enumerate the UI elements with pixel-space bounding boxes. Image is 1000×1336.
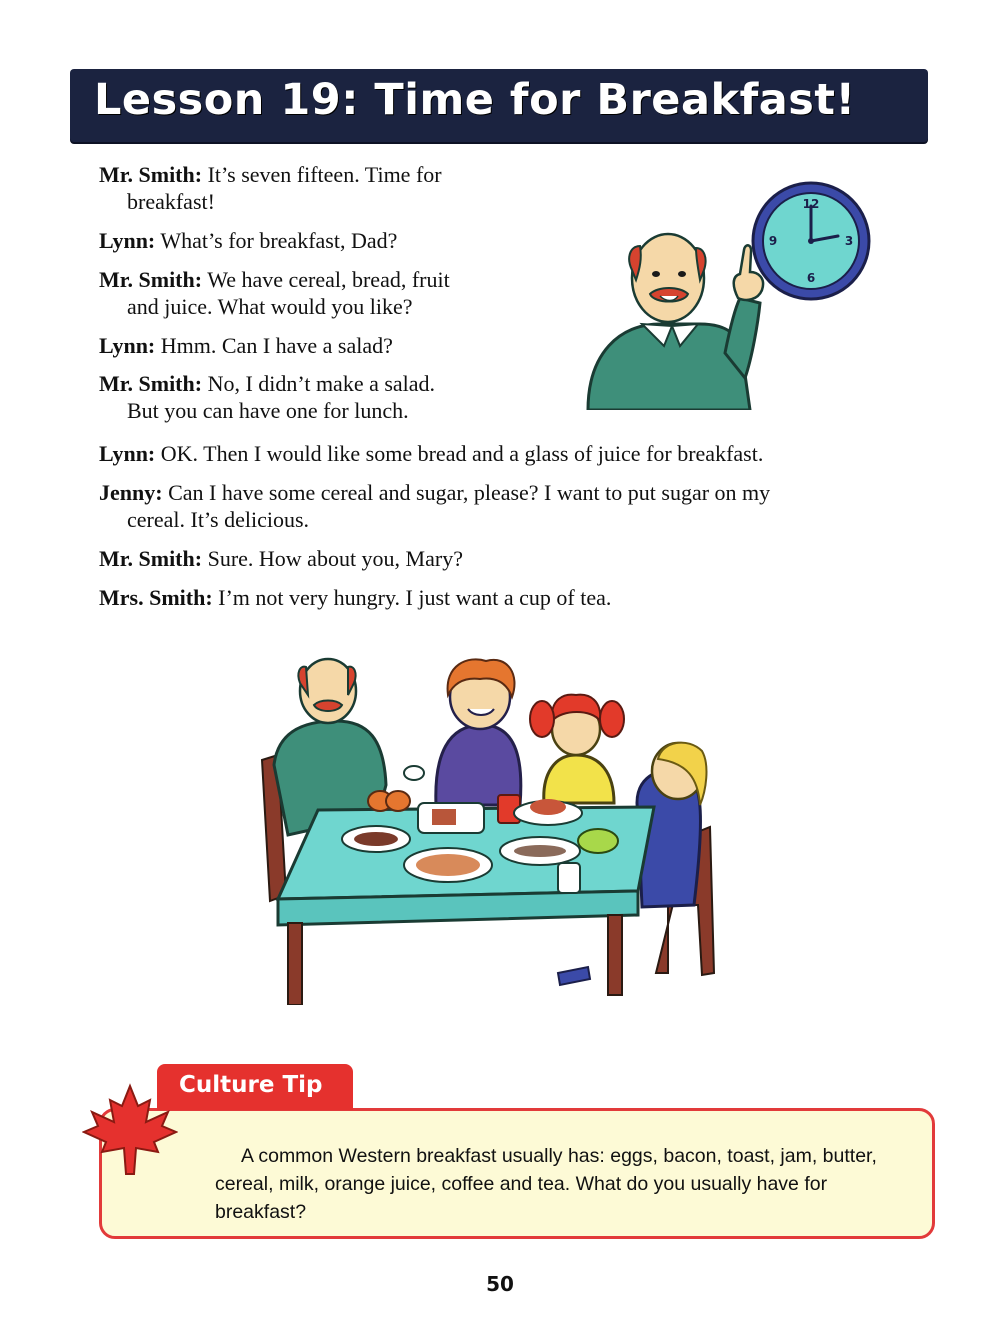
speaker: Mr. Smith:	[99, 546, 203, 571]
speaker: Mrs. Smith:	[99, 585, 213, 610]
dialogue-line	[99, 479, 770, 506]
culture-tip-body: A common Western breakfast usually has: eggs, bacon, toast, jam, butter, cereal, milk, orange juice, coffee and tea. What do you usually have for breakfast?	[215, 1145, 877, 1223]
utterance-continued: But you can have one for lunch.	[127, 398, 409, 423]
utterance-continued: breakfast!	[127, 189, 215, 214]
utterance: Sure. How about you, Mary?	[207, 546, 463, 571]
speaker: Lynn:	[99, 441, 156, 466]
utterance: OK. Then I would like some bread and a glass of juice for breakfast.	[160, 441, 764, 466]
dialogue-line	[99, 161, 442, 188]
dialogue-line	[99, 545, 463, 572]
utterance-continued: cereal. It’s delicious.	[127, 507, 310, 532]
utterance: We have cereal, bread, fruit	[207, 267, 450, 292]
culture-tip-text	[215, 1142, 905, 1226]
dialogue-line	[99, 440, 763, 467]
mr-smith-pointing-illustration	[580, 228, 780, 410]
family-breakfast-illustration	[258, 655, 722, 1005]
utterance: I’m not very hungry. I just want a cup of tea.	[218, 585, 612, 610]
speaker: Lynn:	[99, 228, 156, 253]
dialogue-line	[99, 332, 393, 359]
utterance-continued: and juice. What would you like?	[127, 294, 413, 319]
clock-numeral-12: 12	[802, 197, 820, 211]
clock-numeral-9: 9	[768, 234, 778, 248]
culture-tip-tab	[157, 1064, 353, 1110]
utterance: No, I didn’t make a salad.	[207, 371, 436, 396]
speaker: Mr. Smith:	[99, 162, 203, 187]
utterance: Hmm. Can I have a salad?	[160, 333, 393, 358]
utterance: Can I have some cereal and sugar, please? I want to put sugar on my	[168, 480, 771, 505]
dialogue-line	[99, 227, 397, 254]
dialogue-line	[99, 584, 611, 611]
clock-numeral-3: 3	[844, 234, 854, 248]
speaker: Lynn:	[99, 333, 156, 358]
culture-tip-label: Culture Tip	[179, 1072, 323, 1098]
clock-numeral-6: 6	[806, 271, 816, 285]
speaker: Mr. Smith:	[99, 371, 203, 396]
lesson-title-bar	[70, 69, 928, 142]
speaker: Mr. Smith:	[99, 267, 203, 292]
utterance: It’s seven fifteen. Time for	[207, 162, 442, 187]
lesson-title: Lesson 19: Time for Breakfast!	[94, 75, 856, 125]
speaker: Jenny:	[99, 480, 163, 505]
maple-leaf-icon	[82, 1082, 178, 1178]
utterance: What’s for breakfast, Dad?	[160, 228, 398, 253]
dialogue-line	[99, 266, 450, 293]
dialogue-line	[99, 370, 435, 397]
page-number: 50	[486, 1272, 514, 1296]
